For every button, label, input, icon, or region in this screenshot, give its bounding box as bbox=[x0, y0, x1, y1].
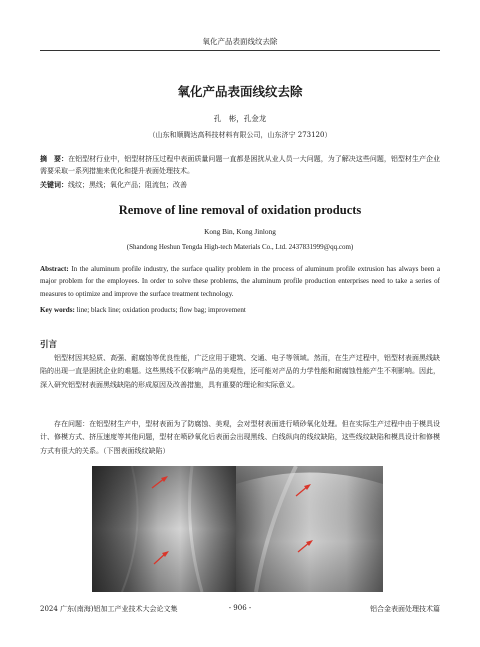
running-header: 氧化产品表面线纹去除 bbox=[202, 37, 278, 46]
profile-surface-photo-left bbox=[92, 466, 239, 592]
abstract-label-en: Abstract: bbox=[40, 265, 69, 273]
footer-section: 铝合金表面处理技术篇 bbox=[370, 605, 440, 613]
abstract-text-cn: 在铝型材行业中，铝型材挤压过程中表面质量问题一直都是困扰从业人员一大问题，为了解决这些问题，铝型材生产企业需要采取一系列措施来优化和提升表面处理技术。 bbox=[40, 155, 441, 176]
abstract-label-cn: 摘 要： bbox=[40, 155, 69, 163]
footer-page-number: - 906 - bbox=[228, 604, 252, 612]
abstract-text-en: In the aluminum profile industry, the surface quality problem in the process of aluminum profile extrusion has always been a major problem for the employees. In order to solve these problems, the aluminum profile production enterprises need to take a series of measures to optimize and improve the surface treatment technology. bbox=[40, 265, 440, 298]
profile-surface-photo-right bbox=[236, 466, 383, 592]
body-paragraph-2: 存在问题：在铝型材生产中，型材表面为了防腐蚀、美观，会对型材表面进行喷砂氧化处理。但在实际生产过程中由于模具设计、修模方式、挤压速度等其他问题，型材在喷砂氧化后表面会出现黑线、白线纵向的线纹缺陷，这些线纹缺陷和模具设计和修模方式有很大的关系。（下图表面线纹缺陷） bbox=[40, 420, 440, 455]
affiliation-cn: （山东和顺腾达高科技材料有限公司，山东济宁 273120） bbox=[148, 131, 332, 139]
keywords-en bbox=[40, 306, 440, 314]
paper-title-cn: 氧化产品表面线纹去除 bbox=[177, 84, 303, 99]
keywords-text-cn: 线纹；黑线；氧化产品；阻流包；改善 bbox=[68, 181, 187, 189]
defect-photo-right bbox=[236, 466, 383, 592]
paper-title-en: Remove of line removal of oxidation products bbox=[118, 203, 362, 217]
section-title-intro: 引言 bbox=[40, 340, 58, 350]
authors-cn: 孔 彬，孔金龙 bbox=[213, 114, 267, 123]
keywords-label-cn: 关键词： bbox=[40, 181, 68, 189]
authors-en: Kong Bin, Kong Jinlong bbox=[204, 227, 276, 236]
keywords-text-en: line; black line; oxidation products; flow bag; improvement bbox=[76, 306, 246, 314]
affiliation-en: (Shandong Heshun Tengda High-tech Materials Co., Ltd. 2437831999@qq.com) bbox=[126, 243, 354, 251]
abstract-cn bbox=[40, 153, 440, 178]
abstract-en bbox=[40, 263, 440, 300]
keywords-label-en: Key words: bbox=[40, 306, 75, 314]
footer-proceedings: 2024 广东(南海)铝加工产业技术大会论文集 bbox=[40, 605, 178, 613]
header-rule bbox=[40, 50, 440, 51]
defect-photo-left bbox=[92, 466, 239, 592]
body-paragraph-1: 铝型材因其轻质、高强、耐腐蚀等优良性能，广泛应用于建筑、交通、电子等领域。然而，在生产过程中，铝型材表面黑线缺陷的出现一直是困扰企业的难题。这些黑线不仅影响产品的美观性，还可能对产品的力学性能和耐腐蚀性能产生不利影响。因此，深入研究铝型材表面黑线缺陷的形成原因及改善措施，具有重要的理论和实际意义。 bbox=[40, 354, 440, 389]
keywords-cn bbox=[40, 180, 440, 190]
